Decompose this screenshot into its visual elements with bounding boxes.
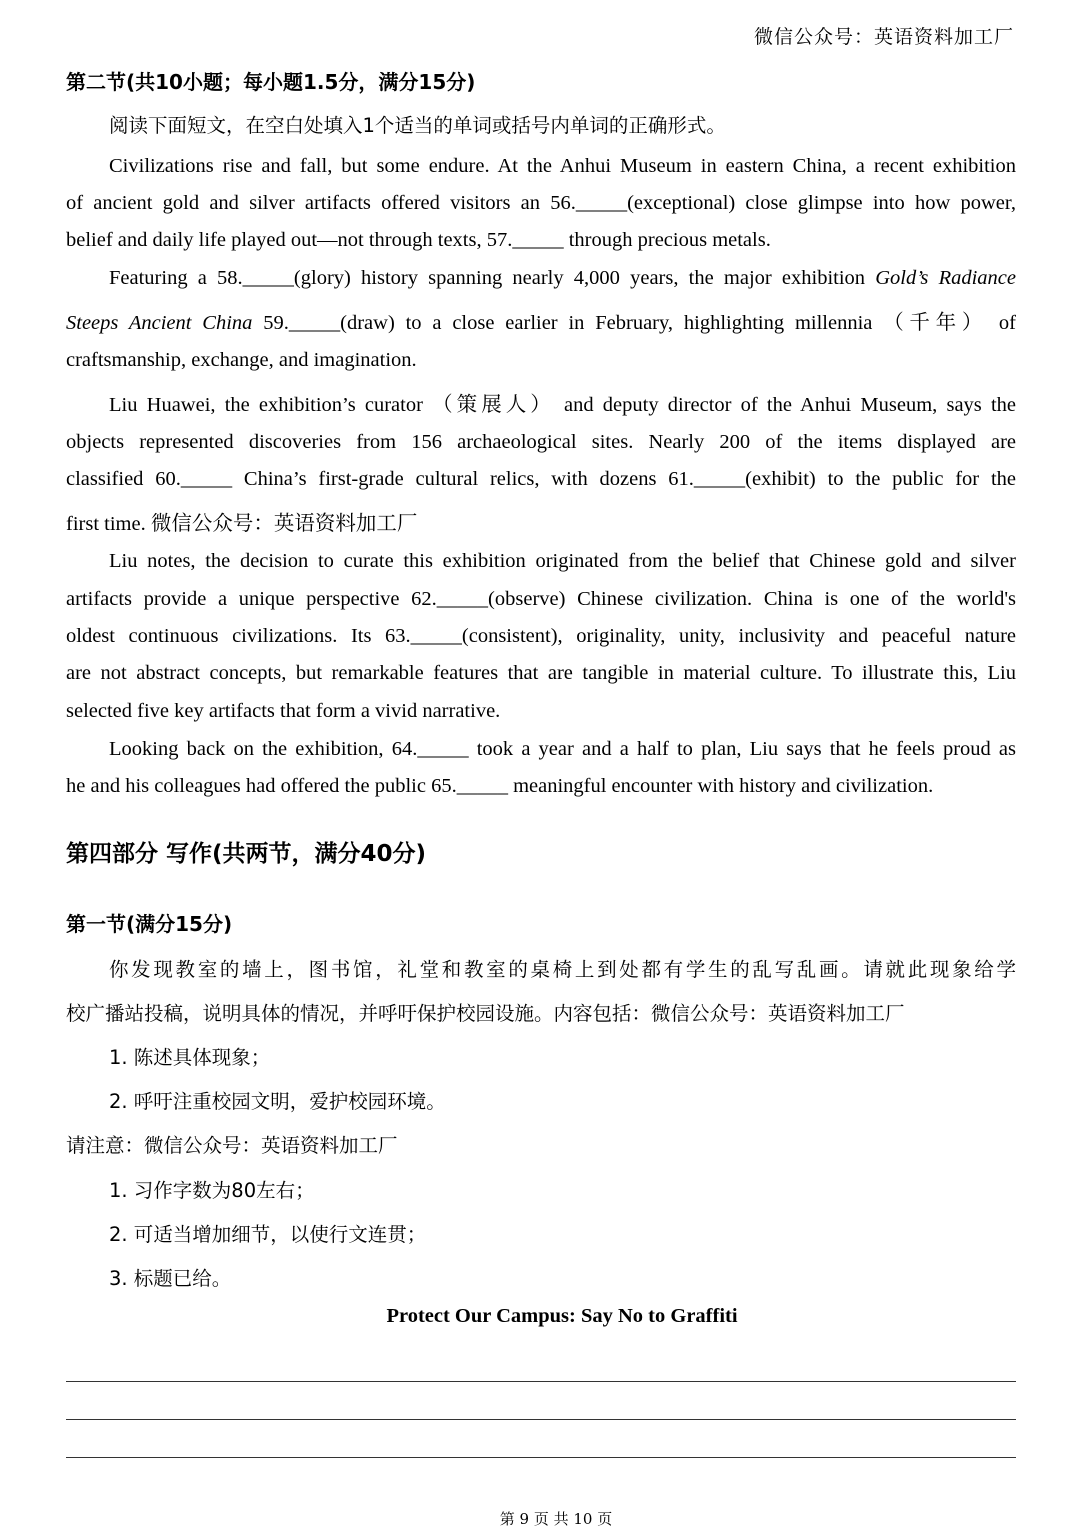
answer-line (66, 1419, 1016, 1420)
essay-title: Protect Our Campus: Say No to Graffiti (386, 1305, 738, 1327)
passage-line: of ancient gold and silver artifacts offered visitors an 56._____(exceptional) close glimpse into how power, (66, 192, 1016, 214)
exhibition-title-part: Steeps Ancient China (66, 312, 253, 334)
notes-item: 2. 可适当增加细节，以使行文连贯； (109, 1223, 427, 1246)
answer-line (66, 1381, 1016, 1382)
content-item: 1. 陈述具体现象； (109, 1046, 271, 1069)
header-wechat-note: 微信公众号：英语资料加工厂 (753, 26, 1014, 48)
passage-line: Liu notes, the decision to curate this exhibition originated from the belief that Chinese gold and silver (109, 550, 1016, 572)
writing-prompt-line: 校广播站投稿，说明具体的情况，并呼吁保护校园设施。内容包括：微信公众号：英语资料加工厂 (66, 1002, 905, 1025)
page-number: 第 9 页 共 10 页 (499, 1510, 613, 1528)
content-item: 2. 呼吁注重校园文明，爱护校园环境。 (109, 1090, 446, 1113)
passage-line: belief and daily life played out—not through texts, 57._____ through precious metals. (66, 229, 771, 251)
writing-prompt-line: 你发现教室的墙上，图书馆，礼堂和教室的桌椅上到处都有学生的乱写乱画。请就此现象给学 (109, 958, 1016, 981)
part-4-title: 第四部分 写作(共两节，满分40分) (66, 841, 427, 867)
passage-line: first time. 微信公众号：英语资料加工厂 (66, 513, 418, 535)
answer-line (66, 1457, 1016, 1458)
passage-line (66, 267, 1016, 290)
passage-line: Civilizations rise and fall, but some endure. At the Anhui Museum in eastern China, a recent exhibition (109, 155, 1016, 177)
passage-line: Looking back on the exhibition, 64._____ took a year and a half to plan, Liu says that he feels proud as (109, 738, 1016, 760)
passage-line: selected five key artifacts that form a vivid narrative. (66, 700, 501, 722)
passage-line: he and his colleagues had offered the public 65._____ meaningful encounter with history and civilization. (66, 775, 934, 797)
exhibition-title-part: Gold’s Radiance (875, 267, 1017, 289)
writing-section-1-title: 第一节(满分15分) (66, 912, 233, 936)
section-2-instruction: 阅读下面短文，在空白处填入1个适当的单词或括号内单词的正确形式。 (109, 114, 726, 137)
passage-line: objects represented discoveries from 156 archaeological sites. Nearly 200 of the items displayed are (66, 431, 1016, 453)
passage-line (66, 305, 1016, 335)
passage-line: oldest continuous civilizations. Its 63._____(consistent), originality, unity, inclusivity and peaceful nature (66, 625, 1016, 647)
passage-line: artifacts provide a unique perspective 62._____(observe) Chinese civilization. China is one of the world's (66, 588, 1016, 610)
notes-item: 1. 习作字数为80左右； (109, 1179, 315, 1202)
notes-item: 3. 标题已给。 (109, 1267, 232, 1290)
passage-text: 59._____(draw) to a close earlier in February, highlighting millennia （千年） of (252, 312, 1016, 334)
passage-line: classified 60._____ China’s first-grade cultural relics, with dozens 61._____(exhibit) to the public for the (66, 468, 1016, 490)
notes-label: 请注意：微信公众号：英语资料加工厂 (66, 1134, 398, 1157)
passage-line: are not abstract concepts, but remarkable features that are tangible in material culture. To illustrate this, Liu (66, 662, 1016, 684)
passage-line: Liu Huawei, the exhibition’s curator （策展人） and deputy director of the Anhui Museum, says the (109, 394, 1016, 416)
section-2-title: 第二节(共10小题；每小题1.5分，满分15分) (66, 70, 476, 94)
passage-line: craftsmanship, exchange, and imagination. (66, 349, 417, 371)
passage-text: Featuring a 58._____(glory) history spanning nearly 4,000 years, the major exhibition (109, 267, 876, 289)
